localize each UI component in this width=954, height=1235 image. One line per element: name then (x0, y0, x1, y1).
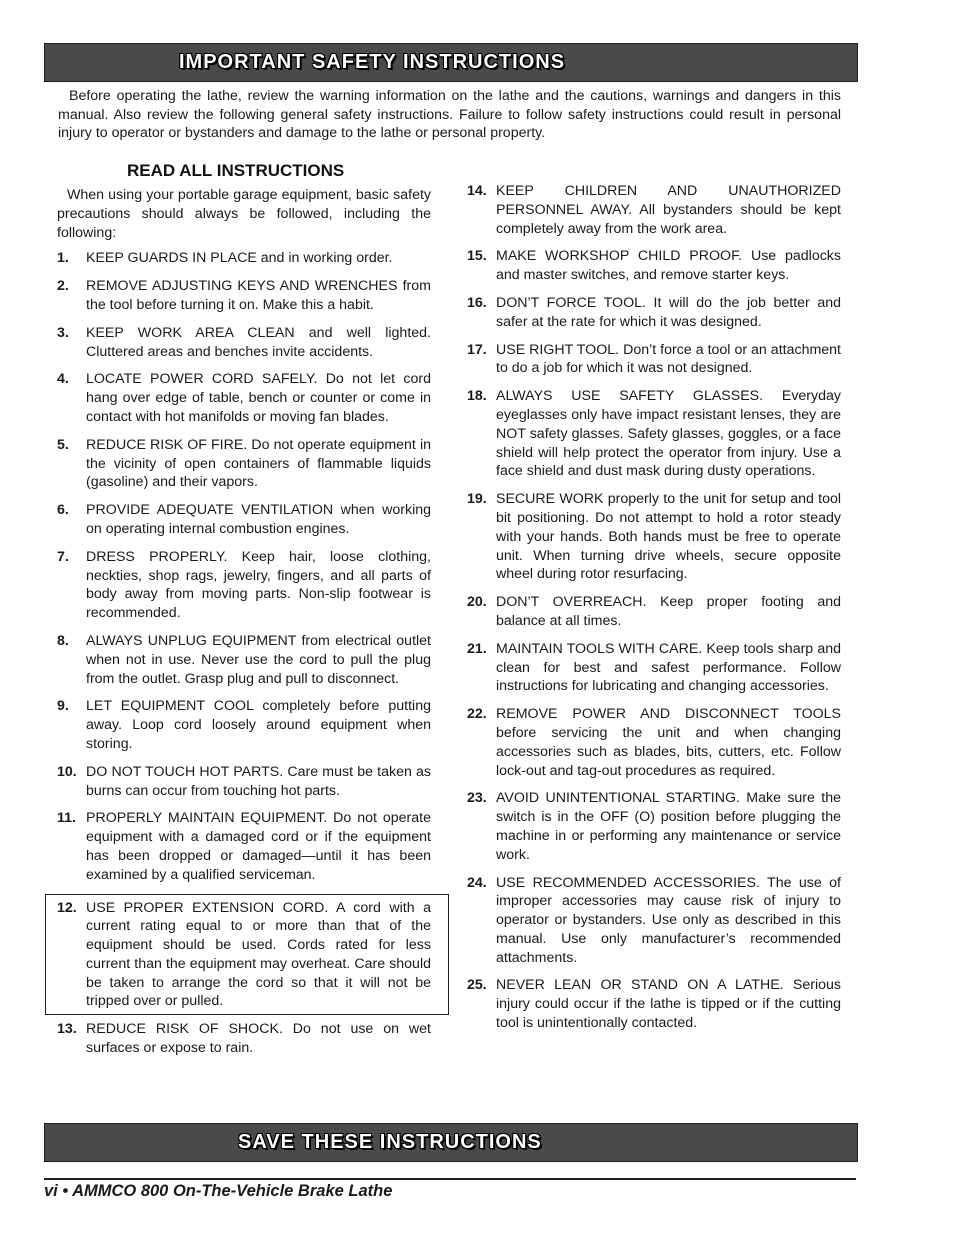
item-text: DRESS PROPERLY. Keep hair, loose clothing, neckties, shop rags, jewelry, fingers, and all parts of body away from moving parts. Non-slip footwear is recommended. (86, 548, 431, 622)
item-text: PROVIDE ADEQUATE VENTILATION when working on operating internal combustion engines. (86, 502, 431, 537)
list-item (57, 370, 431, 426)
save-instructions-banner (44, 1123, 858, 1162)
left-column (57, 160, 431, 1067)
item-text: REDUCE RISK OF FIRE. Do not operate equipment in the vicinity of open containers of flammable liquids (gasoline) and their vapors. (86, 436, 431, 491)
section-heading: READ ALL INSTRUCTIONS (127, 161, 345, 180)
list-item (57, 697, 431, 753)
item-number: 19. (467, 491, 487, 508)
item-number: 1. (57, 250, 69, 267)
list-item (467, 874, 841, 968)
item-text: REMOVE POWER AND DISCONNECT TOOLS before servicing the unit and when changing accessories such as blades, bits, cutters, etc. Follow lock-out and tag-out procedures as required. (496, 706, 841, 779)
item-text: USE RECOMMENDED ACCESSORIES. The use of improper accessories may cause risk of injury to operator or bystanders. Use only as described in this manual. Use only manufacturer’s recommended attachments. (496, 874, 841, 966)
item-number: 14. (467, 183, 487, 199)
list-item (57, 277, 431, 315)
item-number: 20. (467, 594, 487, 611)
item-number: 22. (467, 706, 487, 723)
item-text: LOCATE POWER CORD SAFELY. Do not let cord hang over edge of table, bench or counter or come in contact with hot manifolds or moving fan blades. (86, 371, 431, 425)
item-text: KEEP WORK AREA CLEAN and well lighted. Cluttered areas and benches invite accidents. (86, 324, 431, 360)
item-number: 4. (57, 371, 69, 388)
item-number: 15. (467, 248, 487, 265)
section-intro: When using your portable garage equipment, basic safety precautions should always be followed, including the following: (57, 187, 431, 241)
right-column (467, 182, 841, 1042)
instruction-list-left (57, 249, 431, 1057)
list-item (57, 632, 431, 688)
intro-paragraph: Before operating the lathe, review the warning information on the lathe and the cautions, warnings and dangers in this manual. Also review the following general safety instructions. Failure to follow safety instructions could result in personal injury to operator or bystanders and damage to the lathe or personal property. (58, 88, 841, 142)
item-text: DON’T FORCE TOOL. It will do the job better and safer at the rate for which it was designed. (496, 294, 841, 330)
list-item (467, 247, 841, 285)
item-text: KEEP GUARDS IN PLACE and in working order. (86, 250, 393, 267)
boxed-list-item (45, 894, 449, 1016)
list-item (467, 387, 841, 481)
list-item (467, 976, 841, 1032)
item-number: 21. (467, 640, 487, 657)
footer-divider (44, 1178, 856, 1180)
item-text: REDUCE RISK OF SHOCK. Do not use on wet surfaces or expose to rain. (86, 1021, 431, 1057)
item-number: 18. (467, 388, 487, 405)
item-text: AVOID UNINTENTIONAL STARTING. Make sure the switch is in the OFF (O) position before plugging the machine in or performing any maintenance or service work. (496, 790, 841, 863)
item-text: REMOVE ADJUSTING KEYS AND WRENCHES from the tool before turning it on. Make this a habit. (86, 278, 431, 313)
item-text: PROPERLY MAINTAIN EQUIPMENT. Do not operate equipment with a damaged cord or if the equipment has been dropped or damaged—until it has been examined by a qualified serviceman. (86, 810, 431, 883)
list-item (467, 341, 841, 379)
list-item (467, 640, 841, 696)
list-item (57, 501, 431, 539)
item-text: LET EQUIPMENT COOL completely before putting away. Loop cord loosely around equipment when storing. (86, 698, 431, 752)
item-number: 9. (57, 698, 69, 715)
list-item (57, 763, 431, 801)
list-item (57, 324, 431, 362)
item-text: MAKE WORKSHOP CHILD PROOF. Use padlocks and master switches, and remove starter keys. (496, 248, 841, 284)
item-number: 17. (467, 341, 487, 358)
item-text: SECURE WORK properly to the unit for setup and tool bit positioning. Do not attempt to hold a rotor steady with your hands. Both hands must be free to operate unit. When turning drive wheels, secure opposite wheel during rotor resurfacing. (496, 491, 841, 583)
item-number: 3. (57, 324, 69, 341)
item-number: 7. (57, 548, 69, 565)
save-instructions-title: SAVE THESE INSTRUCTIONS (238, 1131, 542, 1153)
item-number: 23. (467, 790, 487, 807)
item-text: USE RIGHT TOOL. Don’t force a tool or an attachment to do a job for which it was not designed. (496, 341, 841, 377)
item-text: NEVER LEAN OR STAND ON A LATHE. Serious injury could occur if the lathe is tipped or if the cutting tool is unintentionally contacted. (496, 977, 841, 1032)
item-number: 13. (57, 1021, 77, 1038)
item-text: KEEP CHILDREN AND UNAUTHORIZED PERSONNEL AWAY. All bystanders should be kept completely away from the work area. (496, 183, 841, 237)
list-item (467, 593, 841, 631)
item-number: 24. (467, 874, 487, 891)
list-item (467, 294, 841, 332)
item-number: 10. (57, 763, 77, 780)
item-number: 11. (57, 810, 76, 827)
list-item (57, 1020, 431, 1058)
list-item (467, 490, 841, 584)
list-item (467, 789, 841, 864)
item-text: DON’T OVERREACH. Keep proper footing and balance at all times. (496, 594, 841, 629)
item-number: 8. (57, 632, 69, 649)
item-text: USE PROPER EXTENSION CORD. A cord with a current rating equal to or more than that of the equipment should be used. Cords rated for less current than the equipment may overheat. Care should be taken to arrange the cord so that it will not be tripped over or pulled. (86, 899, 431, 1010)
item-text: ALWAYS UNPLUG EQUIPMENT from electrical outlet when not in use. Never use the cord to pull the plug from the outlet. Grasp plug and pull to disconnect. (86, 632, 431, 687)
item-text: DO NOT TOUCH HOT PARTS. Care must be taken as burns can occur from touching hot parts. (86, 763, 431, 799)
item-number: 16. (467, 294, 487, 311)
item-number: 5. (57, 436, 69, 453)
header-banner (44, 43, 858, 82)
item-number: 12. (57, 899, 77, 916)
list-item (57, 809, 431, 884)
item-number: 25. (467, 977, 487, 994)
list-item (467, 705, 841, 780)
page-footer: vi • AMMCO 800 On-The-Vehicle Brake Lathe (44, 1182, 393, 1200)
list-item (57, 548, 431, 623)
list-item (57, 436, 431, 492)
item-text: MAINTAIN TOOLS WITH CARE. Keep tools sharp and clean for best and safest performance. Follow instructions for lubricating and changing accessories. (496, 640, 841, 695)
list-item (57, 249, 431, 268)
instruction-list-right (467, 182, 841, 1033)
item-number: 6. (57, 502, 69, 519)
item-text: ALWAYS USE SAFETY GLASSES. Everyday eyeglasses only have impact resistant lenses, they are NOT safety glasses. Safety glasses, goggles, or a face shield will help protect the operator from injury. Use a face shield and dust mask during dusty operations. (496, 388, 841, 480)
item-number: 2. (57, 278, 69, 295)
page-title: IMPORTANT SAFETY INSTRUCTIONS (179, 51, 566, 73)
list-item (467, 182, 841, 238)
